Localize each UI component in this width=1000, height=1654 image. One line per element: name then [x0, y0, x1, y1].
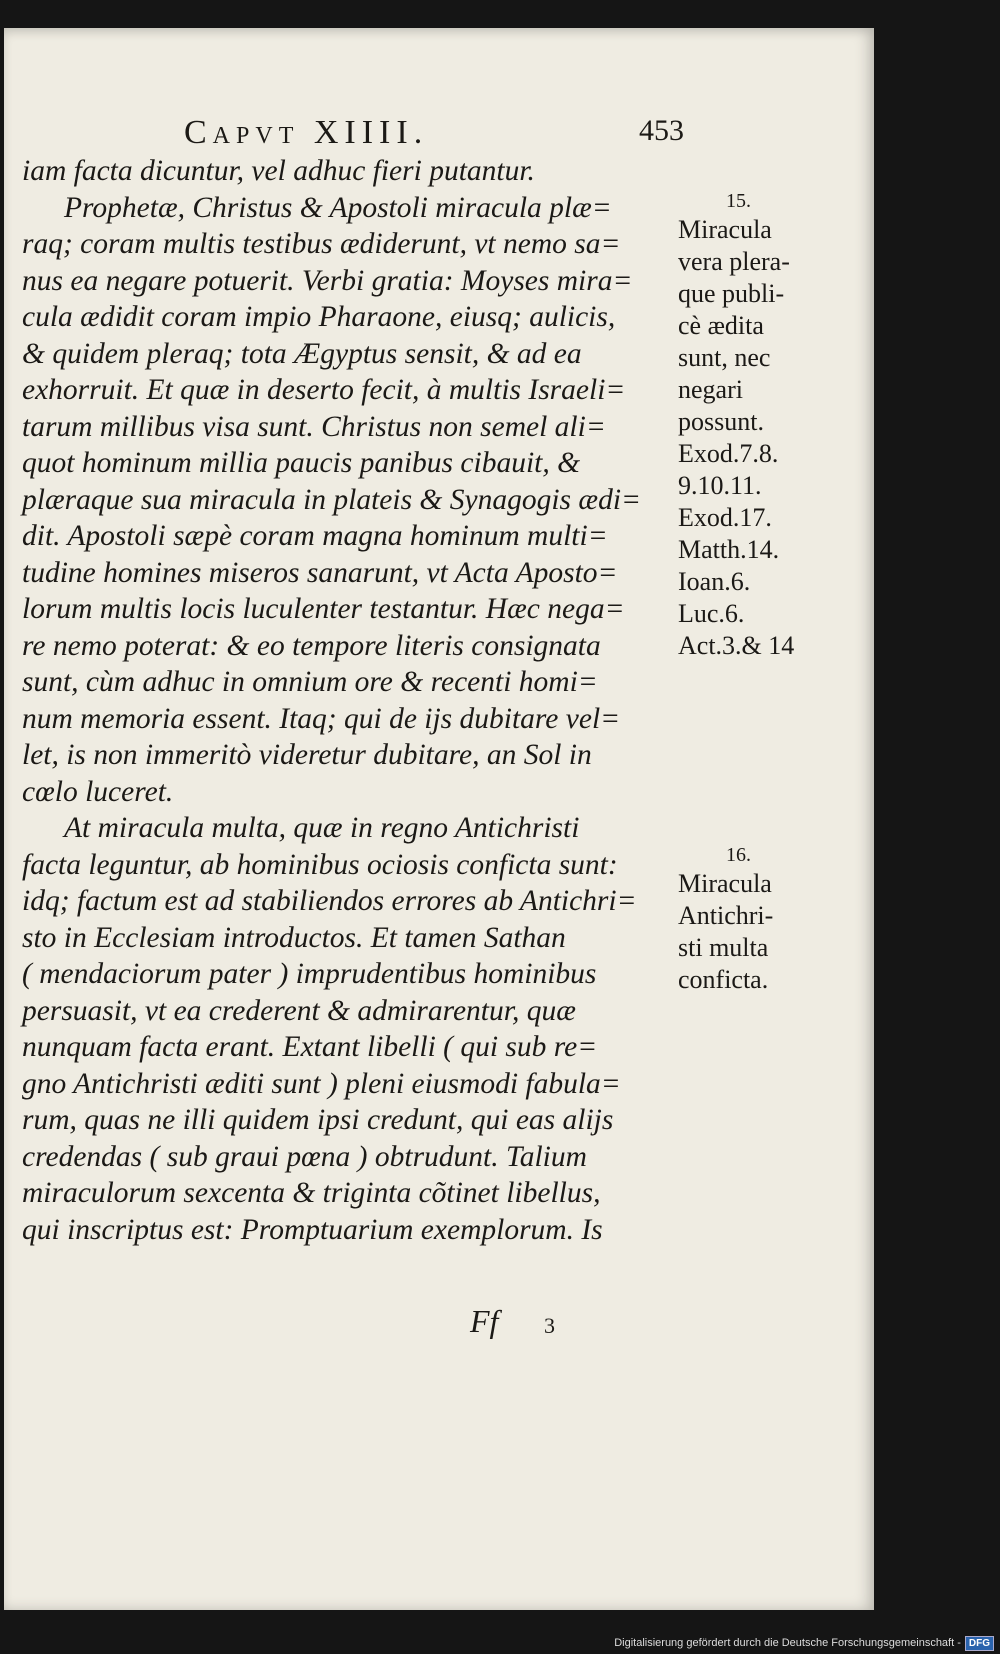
margin-note-16 [678, 842, 828, 996]
text-line: gno Antichristi æditi sunt ) pleni eiusmodi fabula= [22, 1067, 621, 1100]
text-line: nunquam facta erant. Extant libelli ( qui sub re= [22, 1031, 598, 1063]
text-line: qui inscriptus est: Promptuarium exemplorum. Is [22, 1213, 603, 1246]
margin-note-line: Luc.6. [678, 599, 745, 628]
text-line: idq; factum est ad stabiliendos errores ab Antichri= [22, 885, 637, 917]
text-line: cœlo luceret. [22, 775, 174, 808]
text-line: nus ea negare potuerit. Verbi gratia: Moyses mira= [22, 264, 633, 297]
margin-note-line: Miracula [678, 869, 772, 898]
margin-note-line: 9.10.11. [678, 471, 762, 500]
text-line: facta leguntur, ab hominibus ociosis conficta sunt: [22, 848, 618, 881]
text-line: ( mendaciorum pater ) imprudentibus hominibus [22, 958, 597, 990]
text-line: iam facta dicuntur, vel adhuc fieri putantur. [22, 155, 535, 187]
margin-note-line: que publi- [678, 279, 785, 308]
text-line: rum, quas ne illi quidem ipsi credunt, qui eas alijs [22, 1104, 614, 1136]
text-line: raq; coram multis testibus ædiderunt, vt nemo sa= [22, 228, 621, 260]
margin-note-line: conficta. [678, 965, 769, 994]
text-line: sto in Ecclesiam introductos. Et tamen Sathan [22, 921, 566, 954]
text-line: miraculorum sexcenta & triginta cõtinet libellus, [22, 1177, 601, 1209]
credit-text: Digitalisierung gefördert durch die Deutsche Forschungsgemeinschaft - [614, 1637, 961, 1649]
text-line: persuasit, vt ea crederent & admirarentur, quæ [22, 994, 576, 1027]
text-line: credendas ( sub graui pœna ) obtrudunt. Talium [22, 1140, 587, 1173]
margin-note-line: vera plera- [678, 247, 790, 276]
text-line: exhorruit. Et quæ in deserto fecit, à multis Israeli= [22, 374, 626, 406]
text-line: num memoria essent. Itaq; qui de ijs dubitare vel= [22, 702, 621, 735]
margin-note-line: Antichri- [678, 901, 774, 930]
text-line: quot hominum millia paucis panibus cibauit, & [22, 447, 581, 479]
digitization-credit [614, 1634, 994, 1652]
margin-note-line: sunt, nec [678, 343, 771, 372]
text-line: re nemo poterat: & eo tempore literis consignata [22, 629, 601, 662]
text-line: let, is non immeritò videretur dubitare, an Sol in [22, 739, 592, 771]
margin-note-line: cè ædita [678, 311, 764, 340]
margin-note-line: possunt. [678, 407, 764, 436]
text-line: plæraque sua miracula in plateis & Synagogis ædi= [22, 483, 641, 516]
text-line: lorum multis locis luculenter testantur. Hæc nega= [22, 593, 625, 625]
text-line: & quidem pleraq; tota Ægyptus sensit, & ad ea [22, 337, 582, 370]
margin-note-line: negari [678, 375, 743, 404]
margin-note-line: Ioan.6. [678, 567, 751, 596]
text-line: At miracula multa, quæ in regno Antichristi [64, 812, 580, 844]
margin-note-line: Act.3.& 14 [678, 631, 795, 660]
text-line: Prophetæ, Christus & Apostoli miracula plæ= [64, 191, 612, 224]
signature-number: 3 [544, 1313, 555, 1338]
text-line: cula ædidit coram impio Pharaone, eiusq; aulicis, [22, 301, 616, 333]
text-line: tudine homines miseros sanarunt, vt Acta Aposto= [22, 556, 618, 589]
dfg-logo: DFG [965, 1636, 994, 1651]
main-text-block [22, 153, 682, 1248]
page-number: 453 [639, 114, 684, 147]
text-line: dit. Apostoli sæpè coram magna hominum multi= [22, 520, 608, 552]
signature-letters: Ff [470, 1303, 499, 1339]
margin-note-number: 15. [726, 190, 751, 212]
margin-note-line: Exod.7.8. [678, 439, 779, 468]
running-title: Capvt XIIII. [184, 114, 429, 151]
margin-note-15 [678, 188, 828, 662]
margin-note-number: 16. [726, 844, 751, 866]
margin-note-line: Exod.17. [678, 503, 772, 532]
margin-note-line: Matth.14. [678, 535, 780, 564]
margin-note-line: sti multa [678, 933, 769, 962]
margin-note-line: Miracula [678, 215, 772, 244]
text-line: sunt, cùm adhuc in omnium ore & recenti homi= [22, 666, 598, 698]
text-line: tarum millibus visa sunt. Christus non semel ali= [22, 410, 606, 443]
